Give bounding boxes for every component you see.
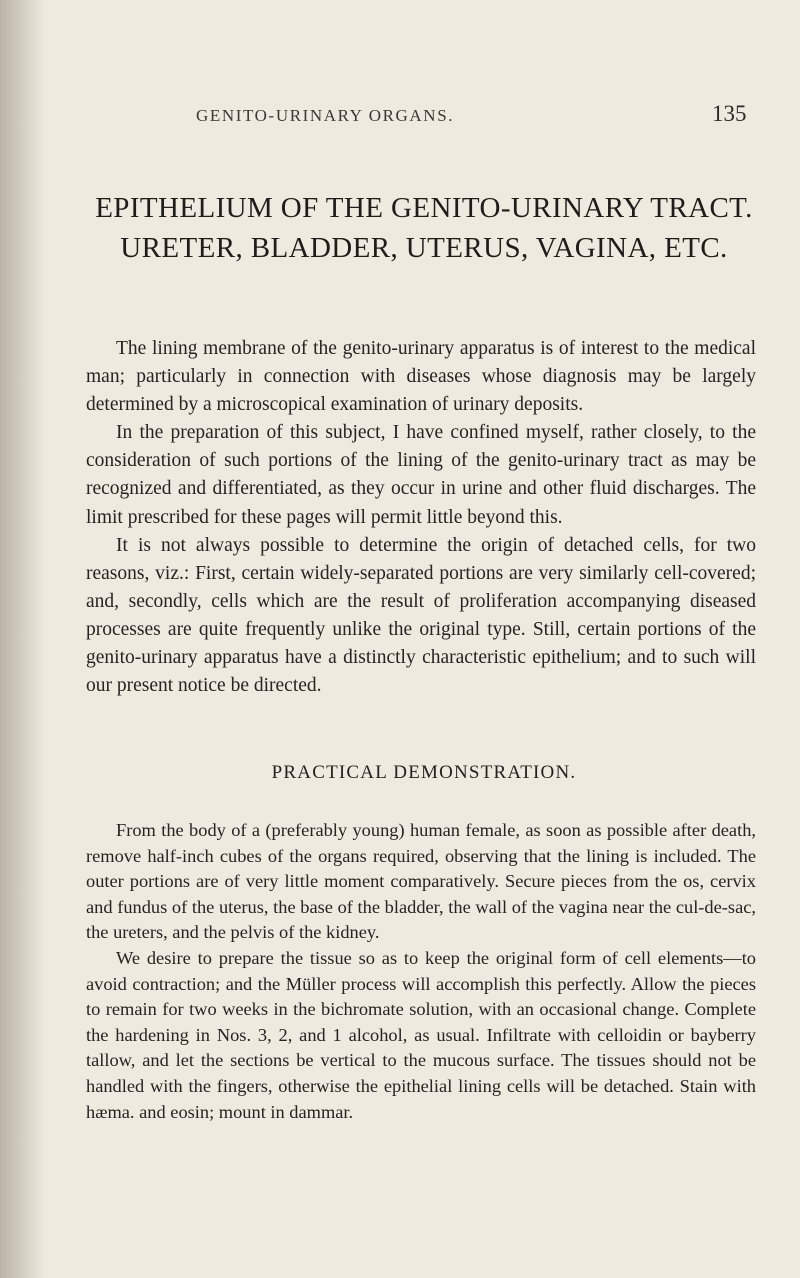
intro-paragraph-1: The lining membrane of the genito-urinary apparatus is of interest to the medical man; particularly in connection with diseases whose diagnosis may be largely determined by a microscopical examination of urinary deposits. bbox=[86, 338, 756, 416]
demo-paragraph-1: From the body of a (preferably young) human female, as soon as possible after death, remove half-inch cubes of the organs required, observing that the lining is included. The outer portions are of very little moment comparatively. Secure pieces from the os, cervix and fundus of the uterus, the base of the bladder, the wall of the vagina near the cul-de-sac, the ureters, and the pelvis of the kidney. bbox=[86, 820, 756, 943]
demo-paragraph-2: We desire to prepare the tissue so as to keep the original form of cell elements—to avoid contraction; and the Müller process will accomplish this perfectly. Allow the pieces to remain for two weeks in the bichromate solution, with an occasional change. Complete the hardening in Nos. 3, 2, and 1 alcohol, as usual. Infiltrate with celloidin or bayberry tallow, and let the sections be vertical to the mucous surface. The tissues should not be handled with the fingers, otherwise the epithelial lining cells will be detached. Stain with hæma. and eosin; mount in dammar. bbox=[86, 947, 756, 1122]
section-heading: PRACTICAL DEMONSTRATION. bbox=[271, 762, 577, 783]
demonstration-section bbox=[86, 818, 756, 1125]
intro-paragraph-2: In the preparation of this subject, I have confined myself, rather closely, to the consideration of such portions of the lining of the genito-urinary tract as may be recognized and differentiated, as they occur in urine and other fluid discharges. The limit prescribed for these pages will permit little beyond this. bbox=[86, 422, 756, 528]
running-head: GENITO-URINARY ORGANS. bbox=[196, 106, 455, 125]
intro-paragraph-3: It is not always possible to determine the origin of detached cells, for two reasons, viz.: First, certain widely-separated portions are very similarly cell-covered; and, secondly, cells which are the result of proliferation accompanying diseased processes are quite frequently unlike the original type. Still, certain portions of the genito-urinary apparatus have a distinctly characteristic epithelium; and to such will our present notice be directed. bbox=[86, 534, 756, 697]
book-page bbox=[74, 0, 774, 1278]
page-number: 135 bbox=[712, 101, 747, 126]
chapter-title: EPITHELIUM OF THE GENITO-URINARY TRACT. URETER, BLADDER, UTERUS, VAGINA, ETC. bbox=[95, 192, 753, 264]
page-binding-shadow bbox=[0, 0, 46, 1278]
intro-section bbox=[86, 335, 756, 700]
